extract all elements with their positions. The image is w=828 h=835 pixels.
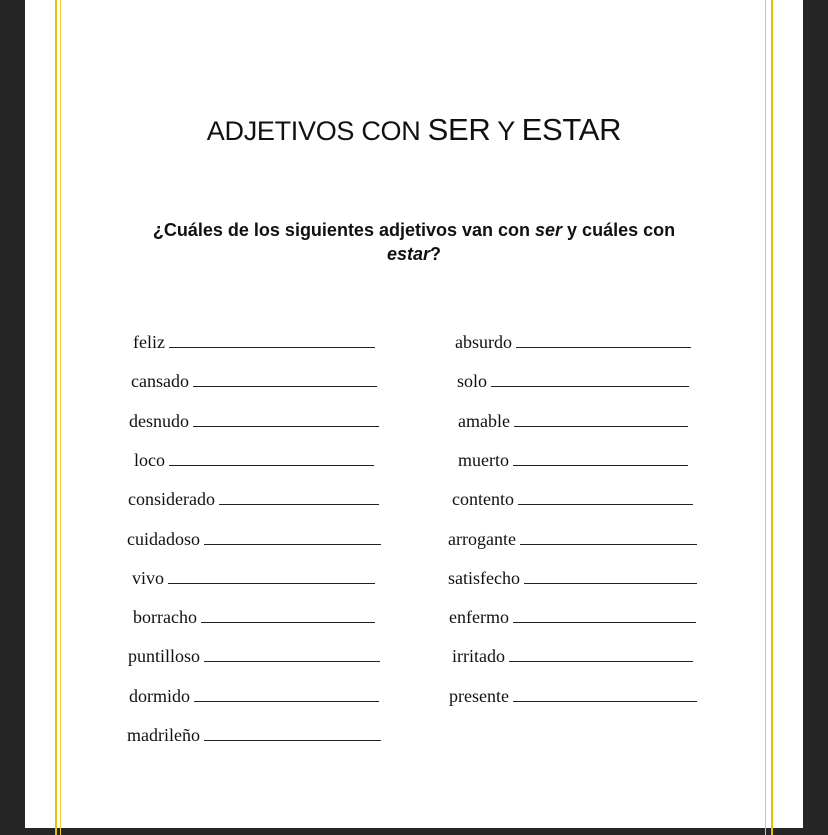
adjective-item	[449, 606, 696, 628]
adjective-item	[129, 685, 379, 707]
adjective-label: muerto	[458, 449, 509, 470]
answer-blank[interactable]	[169, 333, 375, 348]
adjective-item	[127, 528, 381, 550]
title-part-3: Y	[490, 116, 522, 146]
adjective-item	[458, 449, 688, 471]
adjective-label: cansado	[131, 371, 189, 392]
adjective-label: enfermo	[449, 607, 509, 628]
title-estar: ESTAR	[521, 112, 622, 147]
answer-blank[interactable]	[513, 687, 697, 702]
adjective-item	[133, 331, 375, 353]
adjective-item	[449, 685, 697, 707]
question-text-3: ?	[430, 244, 442, 264]
adjective-item	[458, 410, 688, 432]
adjective-label: contento	[452, 489, 514, 510]
instruction-question	[120, 218, 708, 266]
adjective-item	[129, 410, 379, 432]
adjective-label: madrileño	[127, 725, 200, 745]
answer-blank[interactable]	[204, 647, 380, 662]
adjective-label: vivo	[132, 567, 165, 588]
answer-blank[interactable]	[516, 333, 691, 348]
answer-blank[interactable]	[201, 608, 375, 623]
adjective-label: considerado	[128, 489, 215, 510]
adjective-label: puntilloso	[128, 646, 201, 667]
answer-blank[interactable]	[194, 687, 379, 702]
adjective-item	[127, 724, 381, 746]
adjective-label: arrogante	[448, 528, 516, 549]
title-ser: SER	[427, 112, 491, 147]
answer-blank[interactable]	[513, 451, 688, 466]
answer-blank[interactable]	[520, 530, 697, 545]
answer-blank[interactable]	[193, 372, 377, 387]
adjective-label: loco	[134, 449, 165, 470]
adjective-label: amable	[458, 410, 510, 431]
adjective-item	[448, 567, 697, 589]
question-text-2: y cuáles con	[562, 220, 676, 240]
answer-blank[interactable]	[204, 726, 381, 741]
adjective-item	[133, 606, 375, 628]
question-text-1: ¿Cuáles de los siguientes adjetivos van con	[152, 220, 536, 240]
question-estar: estar	[386, 244, 431, 264]
adjective-item	[131, 370, 377, 392]
adjective-item	[128, 488, 379, 510]
page-title	[0, 112, 828, 148]
adjective-label: cuidadoso	[127, 528, 200, 549]
answer-blank[interactable]	[168, 569, 375, 584]
answer-blank[interactable]	[491, 372, 689, 387]
adjective-item	[134, 449, 374, 471]
adjective-label: satisfecho	[448, 567, 520, 588]
answer-blank[interactable]	[514, 412, 688, 427]
adjective-label: solo	[457, 371, 488, 392]
answer-blank[interactable]	[524, 569, 697, 584]
adjective-label: borracho	[133, 607, 197, 628]
title-part-1: ADJETIVOS CON	[206, 116, 428, 146]
adjective-label: absurdo	[455, 332, 512, 352]
answer-blank[interactable]	[219, 490, 379, 505]
answer-blank[interactable]	[169, 451, 374, 466]
adjective-label: presente	[449, 685, 509, 706]
adjective-label: desnudo	[129, 410, 189, 431]
adjective-item	[128, 645, 380, 667]
adjective-item	[452, 645, 693, 667]
answer-blank[interactable]	[509, 647, 693, 662]
answer-blank[interactable]	[193, 412, 379, 427]
adjective-label: irritado	[452, 646, 505, 667]
answer-blank[interactable]	[518, 490, 693, 505]
answer-blank[interactable]	[204, 530, 381, 545]
answer-blank[interactable]	[513, 608, 696, 623]
adjective-item	[452, 488, 693, 510]
question-ser: ser	[535, 220, 563, 240]
adjective-item	[132, 567, 375, 589]
adjective-label: feliz	[133, 332, 165, 352]
adjective-label: dormido	[129, 685, 190, 706]
adjective-item	[455, 331, 691, 353]
adjective-item	[448, 528, 697, 550]
adjective-item	[457, 370, 689, 392]
